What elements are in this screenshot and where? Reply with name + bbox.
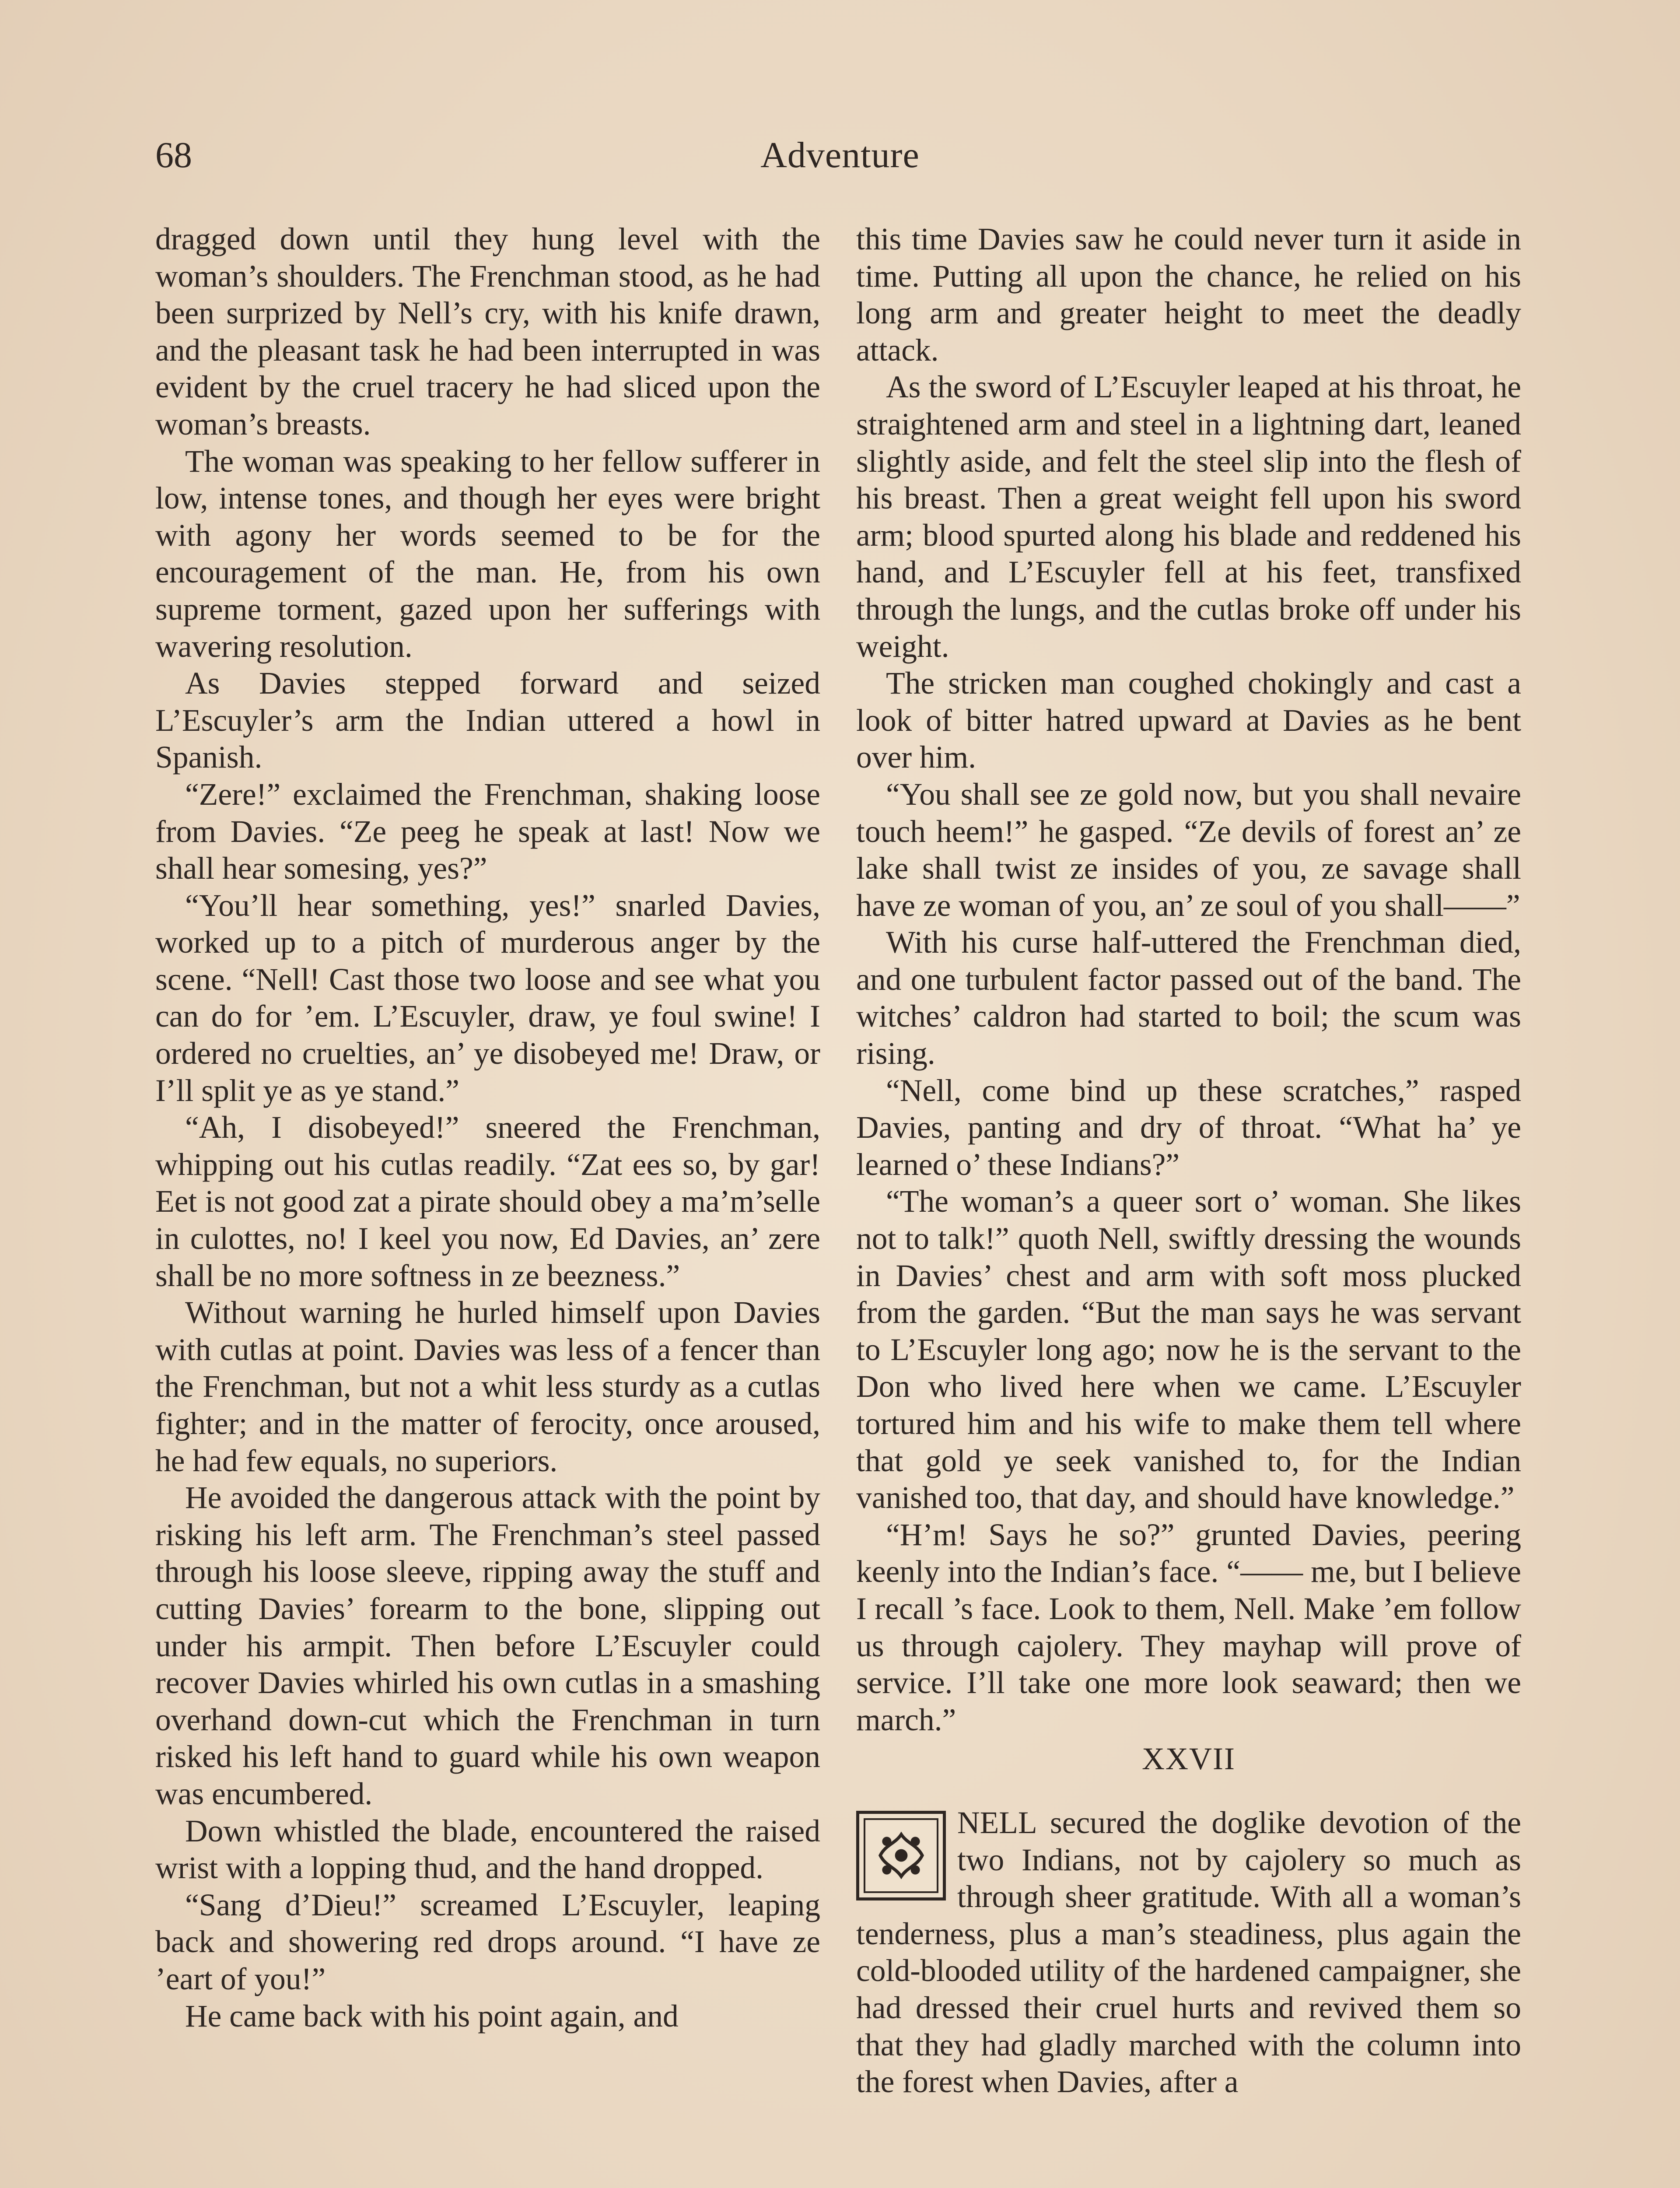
paragraph: “The woman’s a queer sort o’ woman. She likes not to talk!” quoth Nell, swiftly dressing the wounds in Davies’ chest and arm with soft moss plucked from the garden. “But the man says he was servant to L’Escuyler long ago; now he is the servant to the Don who lived here when we came. L’Escuyler tortured him and his wife to make them tell where that gold ye seek vanished to, for the Indian vanished too, that day, and should have knowledge.” bbox=[856, 1184, 1521, 1515]
paragraph: As Davies stepped forward and seized L’Escuyler’s arm the Indian uttered a howl in Spanish. bbox=[155, 666, 820, 775]
paragraph: “Zere!” exclaimed the Frenchman, shaking loose from Davies. “Ze peeg he speak at last! Now we shall hear somesing, yes?” bbox=[155, 777, 820, 886]
paragraph: With his curse half-uttered the Frenchman died, and one turbulent factor passed out of the band. The witches’ caldron had started to boil; the scum was rising. bbox=[856, 925, 1521, 1071]
paragraph: He came back with his point again, and bbox=[185, 1999, 679, 2034]
running-title: Adventure bbox=[760, 135, 920, 175]
paragraph: dragged down until they hung level with the woman’s shoulders. The Frenchman stood, as he had been surprized by Nell’s cry, with his knife drawn, and the pleasant task he had been interrupted in was evident by the cruel tracery he had sliced upon the woman’s breasts. bbox=[155, 222, 820, 442]
paragraph: “Sang d’Dieu!” screamed L’Escuyler, leaping back and showering red drops around. “I have ze ’eart of you!” bbox=[155, 1887, 820, 1996]
paragraph: this time Davies saw he could never turn it aside in time. Putting all upon the chance, he relied on his long arm and greater height to meet the deadly attack. bbox=[856, 222, 1521, 368]
right-column bbox=[856, 221, 1521, 2101]
paragraph: He avoided the dangerous attack with the point by risking his left arm. The Frenchman’s steel passed through his loose sleeve, ripping away the stuff and cutting Davies’ forearm to the bone, slipping out under his armpit. Then before L’Escuyler could recover Davies whirled his own cutlas in a smashing overhand down-cut which the Frenchman in turn risked his left hand to guard while his own weapon was encumbered. bbox=[155, 1480, 820, 1811]
paragraph: Down whistled the blade, encountered the raised wrist with a lopping thud, and the hand dropped. bbox=[155, 1813, 820, 1886]
paragraph: “Nell, come bind up these scratches,” rasped Davies, panting and dry of throat. “What ha’ ye learned o’ these Indians?” bbox=[856, 1073, 1521, 1182]
paragraph: As the sword of L’Escuyler leaped at his throat, he straightened arm and steel in a lightning dart, leaned slightly aside, and felt the steel slip into the flesh of his breast. Then a great weight fell upon his sword arm; blood spurted along his blade and reddened his hand, and L’Escuyler fell at his feet, transfixed through the lungs, and the cutlas broke off under his weight. bbox=[856, 370, 1521, 664]
paragraph: “You’ll hear something, yes!” snarled Davies, worked up to a pitch of murderous anger by the scene. “Nell! Cast those two loose and see what you can do for ’em. L’Escuyler, draw, ye foul swine! I ordered no cruelties, an’ ye disobeyed me! Draw, or I’ll split ye as ye stand.” bbox=[155, 888, 820, 1108]
paragraph: NELL secured the doglike devotion of the two Indians, not by cajolery so much as through sheer gratitude. With all a woman’s tenderness, plus a man’s steadiness, plus again the cold-blooded utility of the hardened campaigner, she had dressed their cruel hurts and revived them so that they had gladly marched with the column into the forest when Davies, after a bbox=[856, 1805, 1521, 2100]
paragraph: “You shall see ze gold now, but you shall nevaire touch heem!” he gasped. “Ze devils of forest an’ ze lake shall twist ze insides of you, ze savage shall have ze woman of you, an’ ze soul of you shall——” bbox=[856, 777, 1521, 923]
ornament-icon bbox=[856, 1811, 946, 1900]
page-header bbox=[155, 129, 1525, 182]
paragraph: “H’m! Says he so?” grunted Davies, peering keenly into the Indian’s face. “—— me, but I believe I recall ’s face. Look to them, Nell. Make ’em follow us through cajolery. They mayhap will prove of service. I’ll take one more look seaward; then we march.” bbox=[856, 1517, 1521, 1737]
paragraph: “Ah, I disobeyed!” sneered the Frenchman, whipping out his cutlas readily. “Zat ees so, by gar! Eet is not good zat a pirate should obey a ma’m’selle in culottes, no! I keel you now, Ed Davies, an’ zere shall be no more softness in ze beezness.” bbox=[155, 1110, 820, 1293]
section-heading: XXVII bbox=[1142, 1741, 1236, 1777]
paragraph: The stricken man coughed chokingly and cast a look of bitter hatred upward at Davies as he bent over him. bbox=[856, 666, 1521, 775]
page-number: 68 bbox=[155, 135, 192, 175]
paragraph: Without warning he hurled himself upon Davies with cutlas at point. Davies was less of a fencer than the Frenchman, but not a whit less sturdy as a cutlas fighter; and in the matter of ferocity, once aroused, he had few equals, no superiors. bbox=[155, 1295, 820, 1478]
left-column bbox=[155, 221, 820, 2035]
paragraph: The woman was speaking to her fellow sufferer in low, intense tones, and though her eyes were bright with agony her words seemed to be for the encouragement of the man. He, from his own supreme torment, gazed upon her sufferings with wavering resolution. bbox=[155, 444, 820, 664]
section-opening bbox=[856, 1805, 1521, 2101]
